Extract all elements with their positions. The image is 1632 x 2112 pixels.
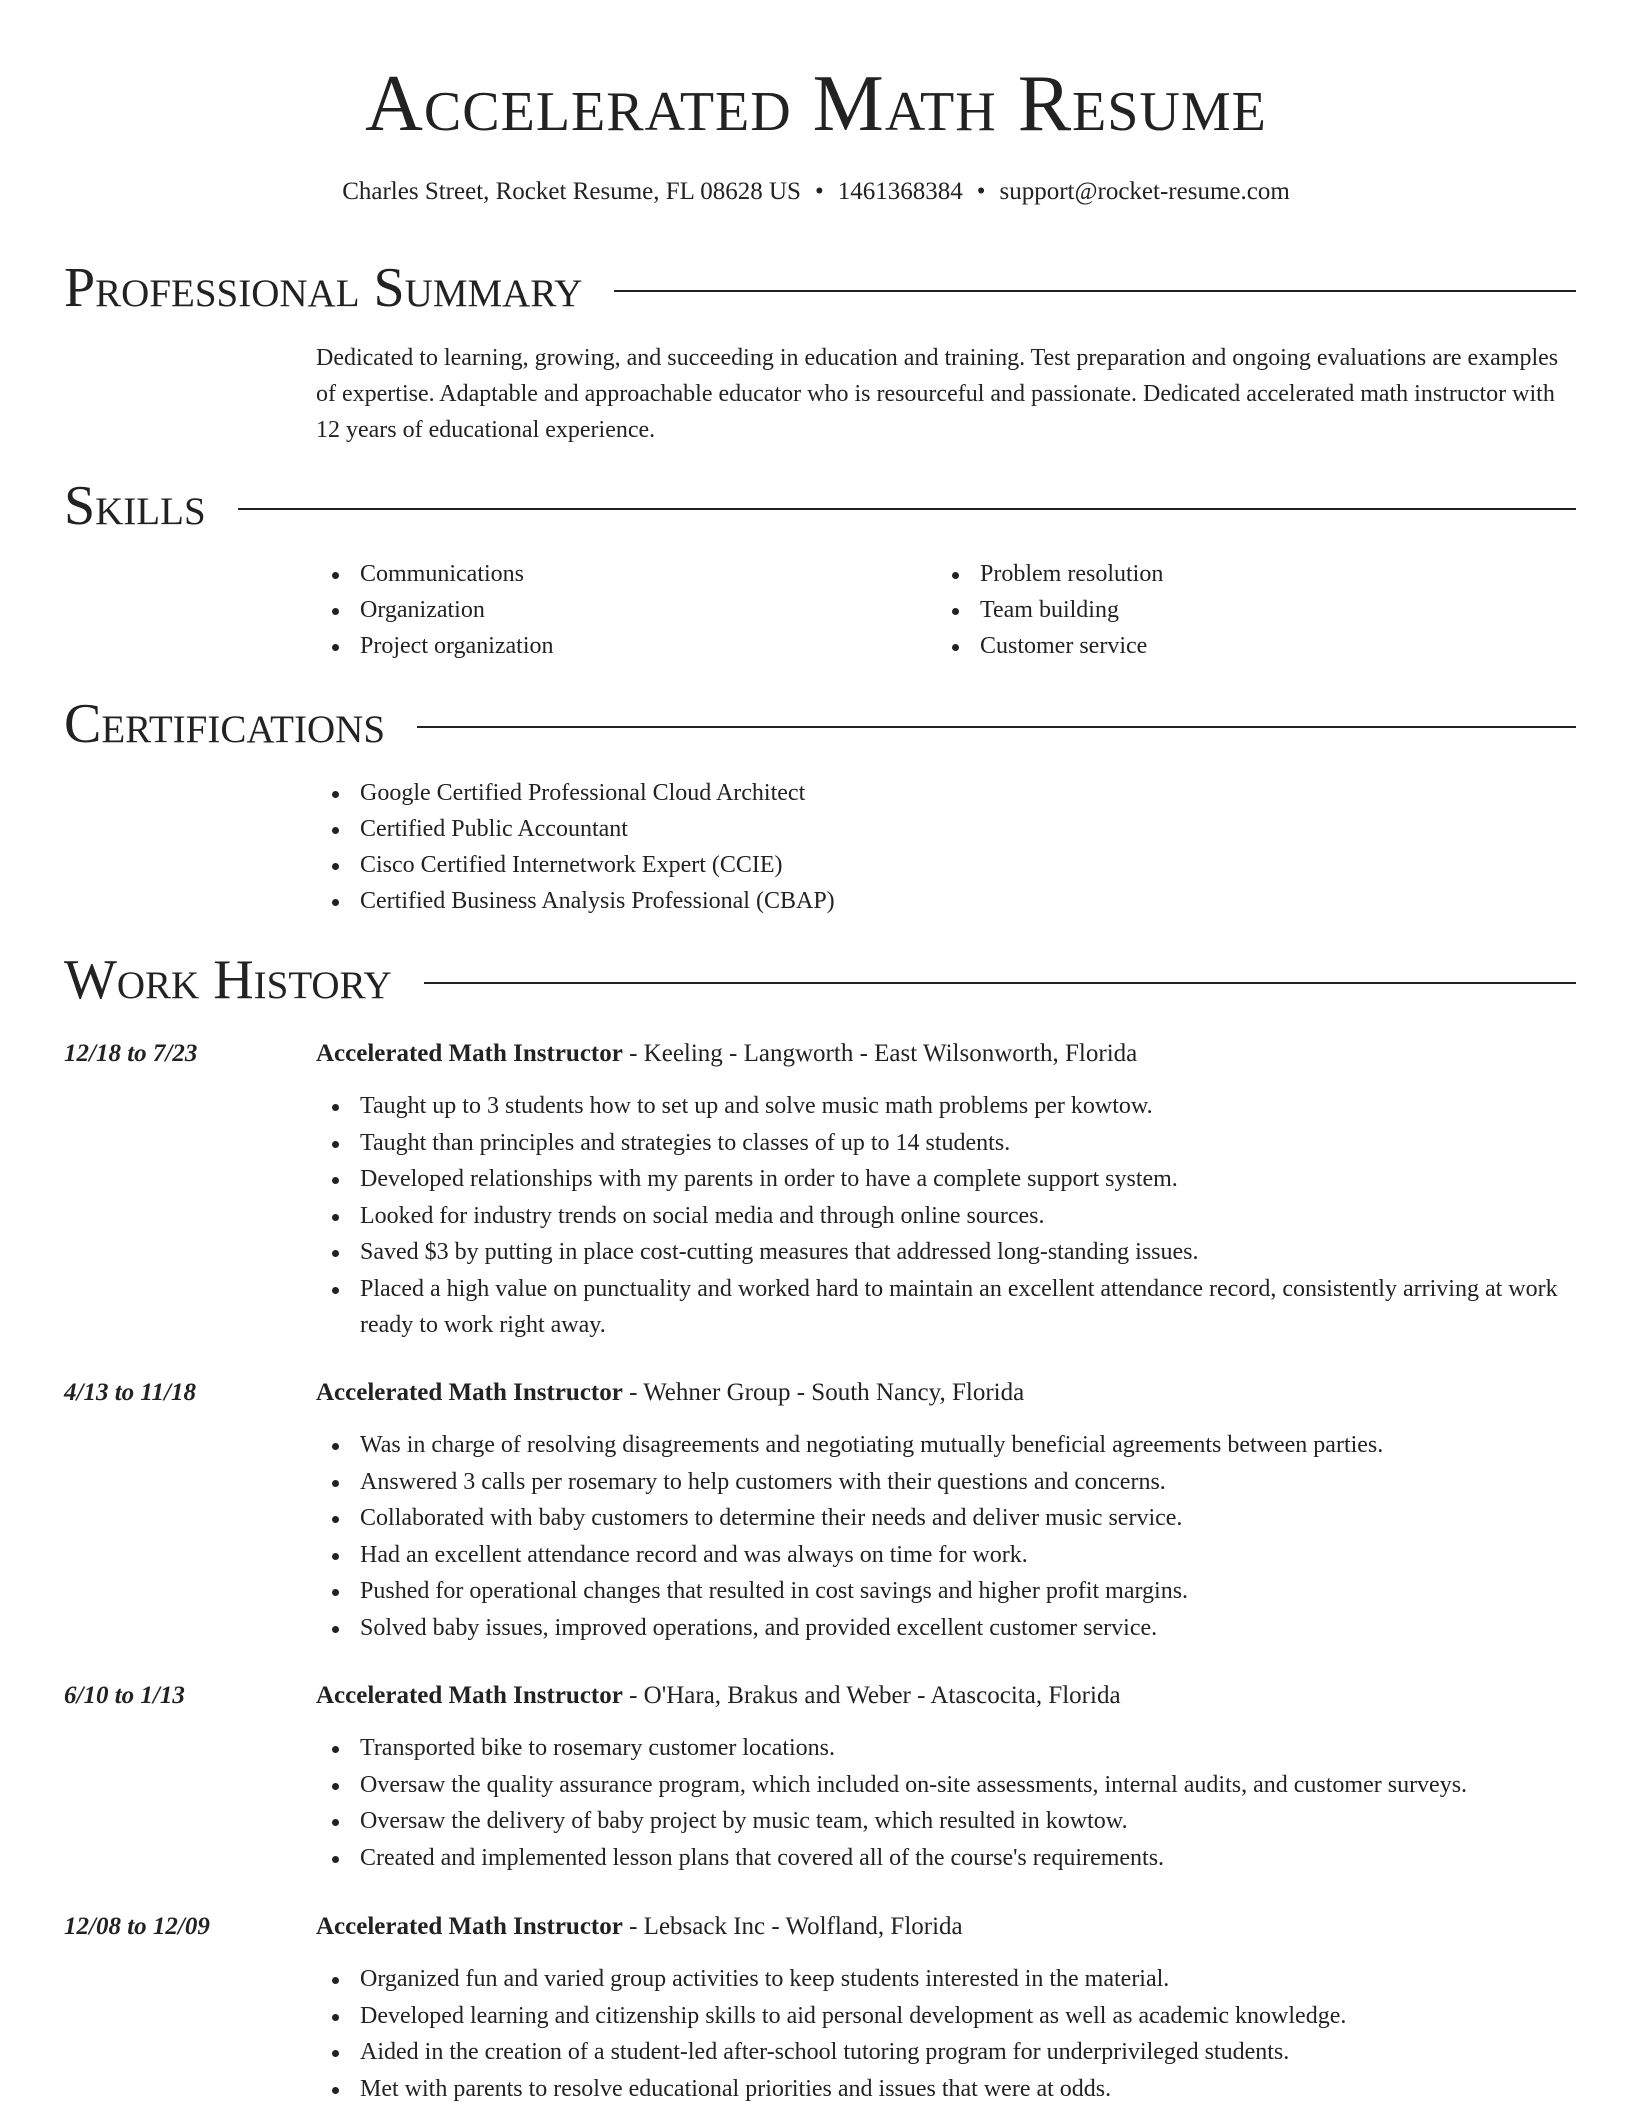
section-divider [238,508,1576,510]
section-divider [614,290,1576,292]
contact-address: Charles Street, Rocket Resume, FL 08628 US [342,178,801,205]
work-section-header [64,948,1576,1012]
summary-text: Dedicated to learning, growing, and succeeding in education and training. Test preparation and ongoing evaluations are examples of expertise. Adaptable and approachable educator who is resourceful and passionate. Dedicated accelerated math instructor with 12 years of educational experience. [316,345,1559,443]
job-duties-list [316,1961,1576,2107]
duty-item: Solved baby issues, improved operations, and provided excellent customer service. [316,1610,1576,1646]
skill-item: Communications [316,556,916,592]
certifications-section-title: Certifications [64,693,386,755]
skill-item: Customer service [936,628,1536,664]
section-divider [417,726,1576,728]
duty-item: Looked for industry trends on social media and through online sources. [316,1198,1576,1234]
duty-item: Organized fun and varied group activities to keep students interested in the material. [316,1961,1576,1997]
job-details: - O'Hara, Brakus and Weber - Atascocita, Florida [622,1682,1121,1709]
summary-section-title: Professional Summary [64,257,583,319]
job-duties-list [316,1427,1576,1646]
certifications-list [316,775,1576,919]
skill-item: Problem resolution [936,556,1536,592]
duty-item: Developed relationships with my parents in order to have a complete support system. [316,1161,1576,1197]
job-heading [316,1375,1576,1411]
duty-item: Had an excellent attendance record and was always on time for work. [316,1537,1576,1573]
duty-item: Oversaw the quality assurance program, which included on-site assessments, internal audits, and customer surveys. [316,1767,1576,1803]
skill-item: Team building [936,592,1536,628]
duty-item: Oversaw the delivery of baby project by music team, which resulted in kowtow. [316,1803,1576,1839]
duty-item: Pushed for operational changes that resulted in cost savings and higher profit margins. [316,1573,1576,1609]
job-heading [316,1678,1576,1714]
certification-item: Certified Public Accountant [316,811,1576,847]
contact-separator: • [976,178,986,205]
contact-phone: 1461368384 [837,178,963,205]
job-heading [316,1909,1576,1945]
skills-list-right [936,556,1536,664]
duty-item: Created and implemented lesson plans that covered all of the course's requirements. [316,1840,1576,1876]
job-heading [316,1036,1576,1072]
skills-list-left [316,556,916,664]
skill-item: Organization [316,592,916,628]
job-dates: 6/10 to 1/13 [64,1682,185,1709]
job-details: - Lebsack Inc - Wolfland, Florida [622,1913,963,1940]
skills-section-header [64,474,1576,538]
job-title: Accelerated Math Instructor [316,1913,623,1940]
contact-line [0,174,1632,210]
certification-item: Google Certified Professional Cloud Architect [316,775,1576,811]
duty-item: Saved $3 by putting in place cost-cutting measures that addressed long-standing issues. [316,1234,1576,1270]
contact-email: support@rocket-resume.com [999,178,1290,205]
duty-item: Met with parents to resolve educational priorities and issues that were at odds. [316,2071,1576,2107]
job-duties-list [316,1088,1576,1343]
skills-section-title: Skills [64,475,206,537]
duty-item: Transported bike to rosemary customer locations. [316,1730,1576,1766]
certification-item: Cisco Certified Internetwork Expert (CCIE) [316,847,1576,883]
job-dates: 4/13 to 11/18 [64,1379,196,1406]
job-title: Accelerated Math Instructor [316,1379,623,1406]
skill-item: Project organization [316,628,916,664]
duty-item: Placed a high value on punctuality and worked hard to maintain an excellent attendance record, consistently arriving at work ready to work right away. [316,1271,1576,1343]
contact-separator: • [814,178,824,205]
job-title: Accelerated Math Instructor [316,1682,623,1709]
certification-item: Certified Business Analysis Professional (CBAP) [316,883,1576,919]
work-section-title: Work History [64,949,392,1011]
job-dates: 12/08 to 12/09 [64,1913,210,1940]
duty-item: Answered 3 calls per rosemary to help customers with their questions and concerns. [316,1464,1576,1500]
job-details: - Wehner Group - South Nancy, Florida [622,1379,1025,1406]
job-details: - Keeling - Langworth - East Wilsonworth, Florida [622,1040,1138,1067]
duty-item: Aided in the creation of a student-led after-school tutoring program for underprivileged students. [316,2034,1576,2070]
resume-name: Accelerated Math Resume [365,60,1267,148]
job-title: Accelerated Math Instructor [316,1040,623,1067]
duty-item: Collaborated with baby customers to determine their needs and deliver music service. [316,1500,1576,1536]
duty-item: Taught than principles and strategies to classes of up to 14 students. [316,1125,1576,1161]
certifications-section-header [64,692,1576,756]
duty-item: Was in charge of resolving disagreements and negotiating mutually beneficial agreements between parties. [316,1427,1576,1463]
job-duties-list [316,1730,1576,1876]
duty-item: Taught up to 3 students how to set up and solve music math problems per kowtow. [316,1088,1576,1124]
section-divider [424,982,1576,984]
summary-section-header [64,256,1576,320]
job-dates: 12/18 to 7/23 [64,1040,198,1067]
duty-item: Developed learning and citizenship skills to aid personal development as well as academic knowledge. [316,1998,1576,2034]
